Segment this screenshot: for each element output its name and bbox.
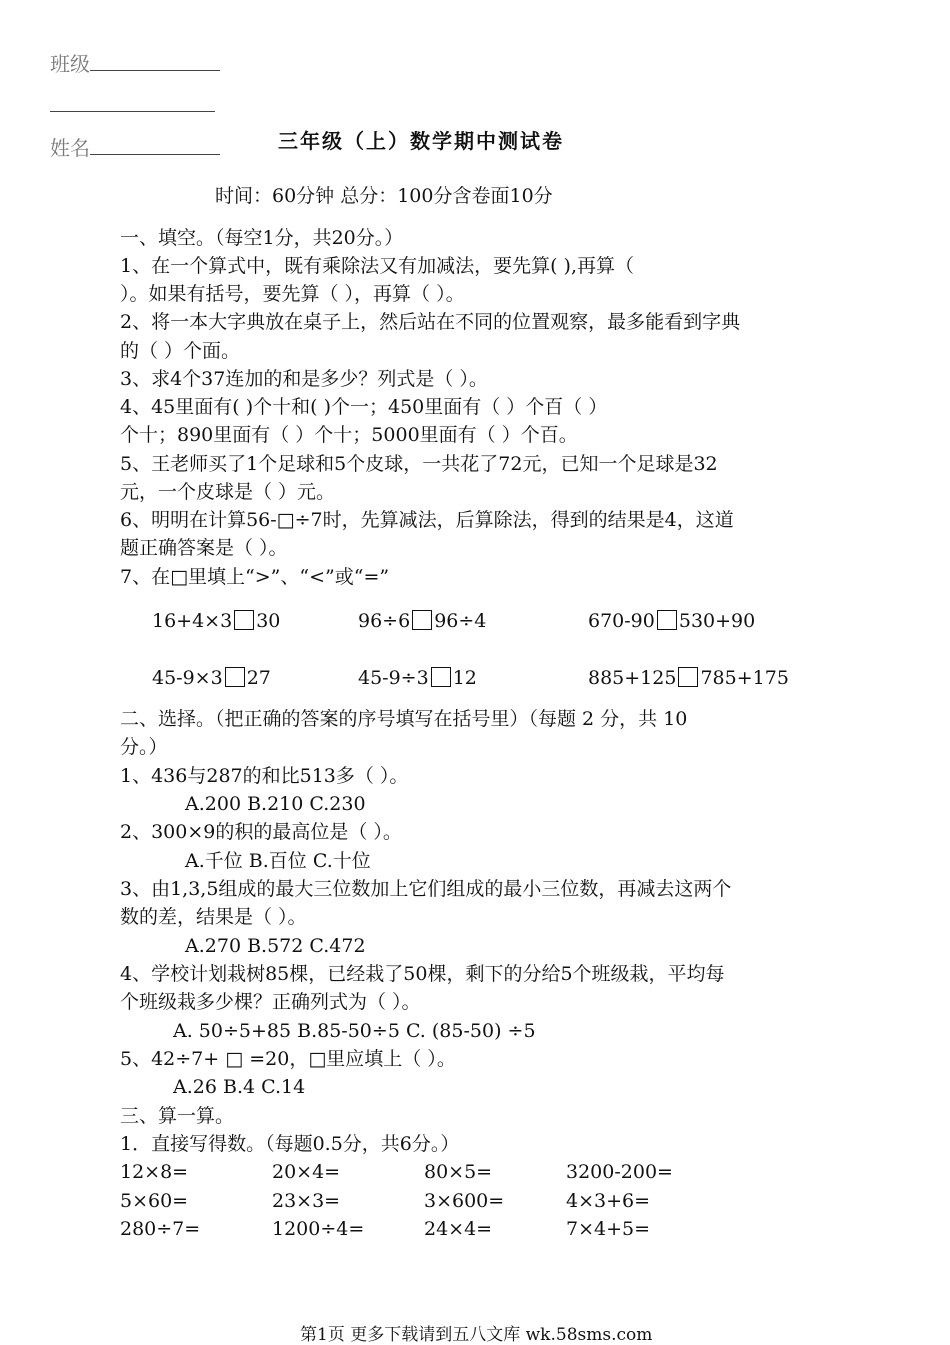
answer-box[interactable] (657, 610, 677, 630)
s2-q1: 1、436与287的和比513多（ ）。 (120, 765, 409, 787)
section2-heading-line2: 分。） (120, 736, 168, 758)
s2-q5: 5、42÷7+ □ =20，□里应填上（ ）。 (120, 1048, 456, 1070)
answer-box[interactable] (678, 667, 698, 687)
compare-item: 96÷6 96÷4 (358, 610, 487, 632)
class-underline (90, 50, 220, 71)
name-label: 姓名 (50, 136, 90, 160)
compare-item: 885+125 785+175 (588, 667, 789, 689)
exam-subtitle: 时间：60分钟 总分：100分含卷面10分 (215, 185, 553, 207)
name-field (50, 132, 220, 161)
calc-item: 3200-200= (566, 1161, 673, 1183)
s1-q4-line1: 4、45里面有( )个十和( )个一；450里面有（ ）个百（ ） (120, 396, 608, 418)
name-underline (90, 134, 220, 155)
section2-heading-line1: 二、选择。（把正确的答案的序号填写在括号里）（每题 2 分，共 10 (120, 708, 688, 730)
s2-q4-options: A. 50÷5+85 B.85-50÷5 C. (85-50) ÷5 (173, 1020, 536, 1042)
calc-item: 80×5= (424, 1161, 493, 1183)
s1-q1-line1: 1、在一个算式中，既有乘除法又有加减法，要先算( ),再算（ (120, 255, 634, 277)
calc-item: 20×4= (272, 1161, 341, 1183)
s1-q4-line2: 个十；890里面有（ ）个十；5000里面有（ ）个百。 (120, 424, 578, 446)
s2-q3-line2: 数的差，结果是（ ）。 (120, 906, 307, 928)
calc-item: 3×600= (424, 1190, 505, 1212)
s1-q2-line1: 2、将一本大字典放在桌子上，然后站在不同的位置观察，最多能看到字典 (120, 311, 741, 333)
class-field (50, 48, 220, 77)
page-title: 三年级（上）数学期中测试卷 (278, 129, 564, 153)
answer-box[interactable] (412, 610, 432, 630)
compare-item: 45-9×3 27 (152, 667, 271, 689)
s1-q1-line2: ）。如果有括号，要先算（ ），再算（ ）。 (120, 283, 465, 305)
s2-q4-line2: 个班级栽多少棵？正确列式为（ ）。 (120, 991, 421, 1013)
answer-box[interactable] (225, 667, 245, 687)
s2-q3-options: A.270 B.572 C.472 (185, 935, 366, 957)
class-label: 班级 (50, 52, 90, 76)
compare-item: 45-9÷3 12 (358, 667, 477, 689)
s2-q4-line1: 4、学校计划栽树85棵，已经栽了50棵，剩下的分给5个班级栽，平均每 (120, 963, 725, 985)
calc-item: 4×3+6= (566, 1190, 651, 1212)
s2-q5-options: A.26 B.4 C.14 (173, 1076, 306, 1098)
s1-q6-line2: 题正确答案是（ ）。 (120, 537, 288, 559)
answer-box[interactable] (234, 610, 254, 630)
section3-heading: 三、算一算。 (120, 1105, 235, 1127)
s1-q3: 3、求4个37连加的和是多少？列式是（ ）。 (120, 368, 488, 390)
s2-q1-options: A.200 B.210 C.230 (185, 793, 366, 815)
s1-q7: 7、在□里填上“>”、“<”或“=” (120, 566, 390, 588)
answer-box[interactable] (431, 667, 451, 687)
page-footer: 第1页 更多下载请到五八文库 wk.58sms.com (300, 1325, 653, 1345)
calc-item: 23×3= (272, 1190, 341, 1212)
s2-q2: 2、300×9的积的最高位是（ ）。 (120, 821, 402, 843)
calc-item: 24×4= (424, 1218, 493, 1240)
section3-subheading: 1．直接写得数。（每题0.5分，共6分。） (120, 1133, 460, 1155)
s1-q6-line1: 6、明明在计算56-□÷7时，先算减法，后算除法，得到的结果是4，这道 (120, 509, 734, 531)
s1-q2-line2: 的（ ）个面。 (120, 340, 241, 362)
calc-item: 5×60= (120, 1190, 189, 1212)
calc-item: 7×4+5= (566, 1218, 651, 1240)
s2-q2-options: A.千位 B.百位 C.十位 (185, 850, 371, 872)
compare-item: 16+4×3 30 (152, 610, 281, 632)
s1-q5-line2: 元，一个皮球是（ ）元。 (120, 481, 336, 503)
calc-item: 1200÷4= (272, 1218, 365, 1240)
s2-q3-line1: 3、由1,3,5组成的最大三位数加上它们组成的最小三位数，再减去这两个 (120, 878, 732, 900)
blank-underline (50, 111, 215, 112)
section1-heading: 一、填空。（每空1分，共20分。） (120, 227, 404, 249)
calc-item: 280÷7= (120, 1218, 201, 1240)
s1-q5-line1: 5、王老师买了1个足球和5个皮球，一共花了72元，已知一个足球是32 (120, 453, 718, 475)
compare-item: 670-90 530+90 (588, 610, 756, 632)
calc-item: 12×8= (120, 1161, 189, 1183)
